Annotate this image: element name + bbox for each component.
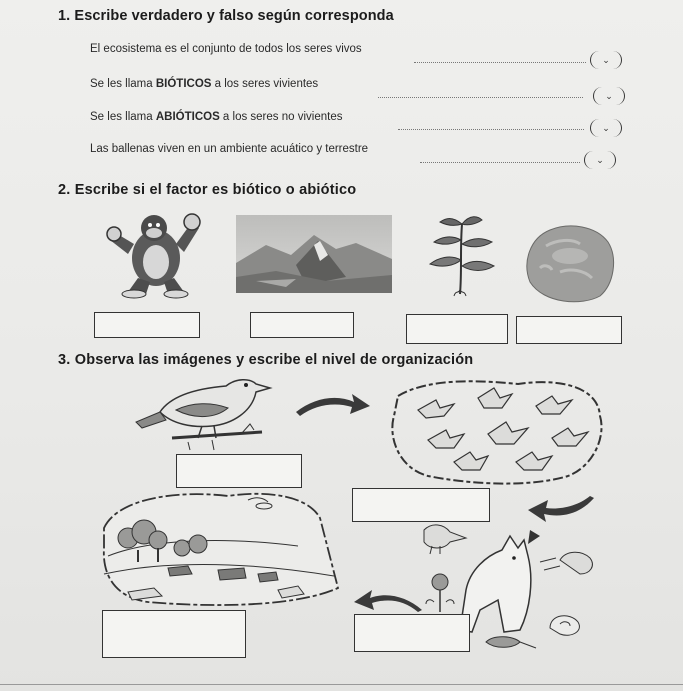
statement-1: El ecosistema es el conjunto de todos los seres vivos xyxy=(90,43,362,55)
statement-4: Las ballenas viven en un ambiente acuático y terrestre xyxy=(90,143,369,155)
answer-box-population[interactable] xyxy=(352,488,490,522)
answer-line-4[interactable] xyxy=(420,162,580,163)
answer-line-2[interactable] xyxy=(378,97,583,98)
section-2-title: 2. Escribe si el factor es biótico o abiótico xyxy=(58,182,357,198)
answer-box-plant[interactable] xyxy=(406,314,508,344)
answer-choice-1[interactable]: ⌄ xyxy=(590,51,622,69)
plant-image xyxy=(422,210,502,302)
bird-image xyxy=(132,372,274,452)
answer-line-3[interactable] xyxy=(398,129,584,130)
arrow-icon xyxy=(294,390,374,418)
rock-image xyxy=(520,222,618,306)
answer-choice-2[interactable]: ⌄ xyxy=(593,87,625,105)
answer-box-gorilla[interactable] xyxy=(94,312,200,338)
statement-3: Se les llama ABIÓTICOS a los seres no vivientes xyxy=(90,111,343,123)
answer-choice-3[interactable]: ⌄ xyxy=(590,119,622,137)
section-1-title: 1. Escribe verdadero y falso según corresponda xyxy=(58,8,394,24)
answer-box-ecosystem[interactable] xyxy=(102,610,246,658)
ecosystem-landscape-image xyxy=(98,488,346,610)
answer-box-community[interactable] xyxy=(354,614,470,652)
answer-box-rock[interactable] xyxy=(516,316,622,344)
answer-choice-4[interactable]: ⌄ xyxy=(584,151,616,169)
gorilla-image xyxy=(106,206,202,300)
answer-line-1[interactable] xyxy=(414,62,586,63)
statement-2: Se les llama BIÓTICOS a los seres vivientes xyxy=(90,78,319,90)
mountain-landscape-image xyxy=(236,215,392,293)
answer-box-individual[interactable] xyxy=(176,454,302,488)
flock-of-birds-image xyxy=(388,376,608,486)
page-edge-divider xyxy=(0,684,683,685)
section-3-title: 3. Observa las imágenes y escribe el nivel de organización xyxy=(58,352,474,368)
answer-box-mountain[interactable] xyxy=(250,312,354,338)
arrow-icon xyxy=(352,586,424,614)
